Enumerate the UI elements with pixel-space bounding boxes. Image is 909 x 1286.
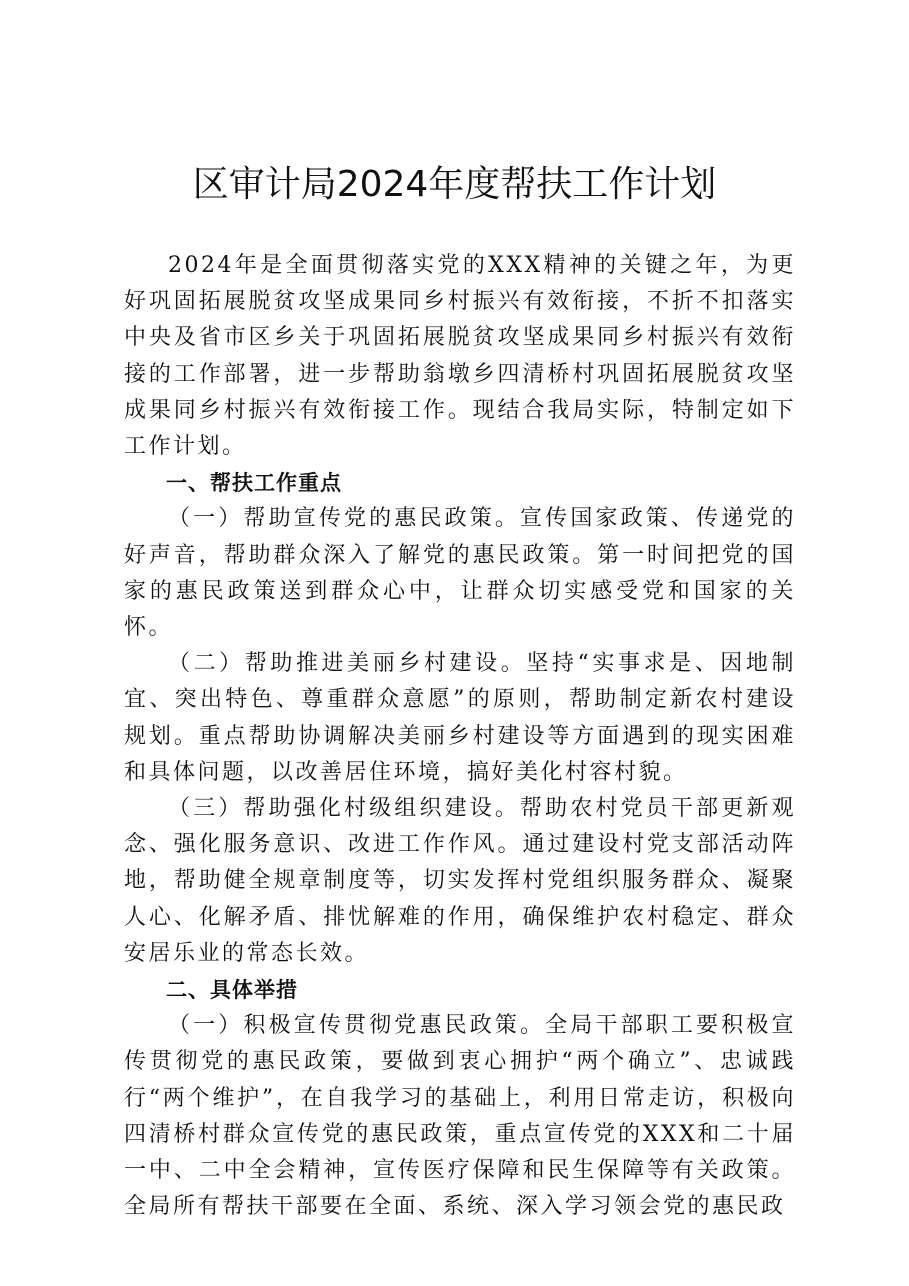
focus-item-1-lead: （一）帮助宣传党的惠民政策。 <box>168 506 521 532</box>
focus-item-3-text: 帮助农村党员干部更新观念、强化服务意识、改进工作作风。通过建设村党支部活动阵地，帮助健全规章制度等，切实发挥村党组织服务群众、凝聚人心、化解矛盾、排忧解难的作用，确保维护农村稳定、群众安居乐业的常态长效。 <box>124 796 796 966</box>
focus-item-3 <box>124 791 796 972</box>
document-body <box>124 248 796 1225</box>
section-heading-focus: 一、帮扶工作重点 <box>166 471 342 496</box>
focus-item-1-text: 宣传国家政策、传递党的好声音，帮助群众深入了解党的惠民政策。第一时间把党的国家的惠民政策送到群众心中，让群众切实感受党和国家的关怀。 <box>124 506 796 641</box>
focus-item-2-text: 坚持“实事求是、因地制宜、突出特色、尊重群众意愿”的原则，帮助制定新农村建设规划。重点帮助协调解决美丽乡村建设等方面遇到的现实困难和具体问题，以改善居住环境，搞好美化村容村貌。 <box>124 651 796 785</box>
intro-paragraph: 2024年是全面贯彻落实党的XXX精神的关键之年，为更好巩固拓展脱贫攻坚成果同乡村振兴有效衔接，不折不扣落实中央及省市区乡关于巩固拓展脱贫攻坚成果同乡村振兴有效衔接的工作部署，进一步帮助翁墩乡四清桥村巩固拓展脱贫攻坚成果同乡村振兴有效衔接工作。现结合我局实际，特制定如下工作计划。 <box>124 253 796 460</box>
measure-item-1-text: 全局干部职工要积极宣传贯彻党的惠民政策，要做到衷心拥护“两个确立”、忠诚践行“两个维护”，在自我学习的基础上，利用日常走访，积极向四清桥村群众宣传党的惠民政策，重点宣传党的XXX和二十届一中、二中全会精神，宣传医疗保障和民生保障等有关政策。全局所有帮扶干部要在全面、系统、深入学习领会党的惠民政 <box>124 1013 796 1220</box>
focus-item-2 <box>124 646 796 791</box>
focus-item-1 <box>124 501 796 646</box>
measure-item-1-lead: （一）积极宣传贯彻党惠民政策。 <box>168 1013 546 1039</box>
section-heading-measures: 二、具体举措 <box>166 978 298 1003</box>
document-title: 区审计局2024年度帮扶工作计划 <box>192 164 717 205</box>
measure-item-1 <box>124 1008 796 1225</box>
focus-item-3-lead: （三）帮助强化村级组织建设。 <box>168 796 521 822</box>
focus-item-2-lead: （二）帮助推进美丽乡村建设。 <box>168 651 527 677</box>
